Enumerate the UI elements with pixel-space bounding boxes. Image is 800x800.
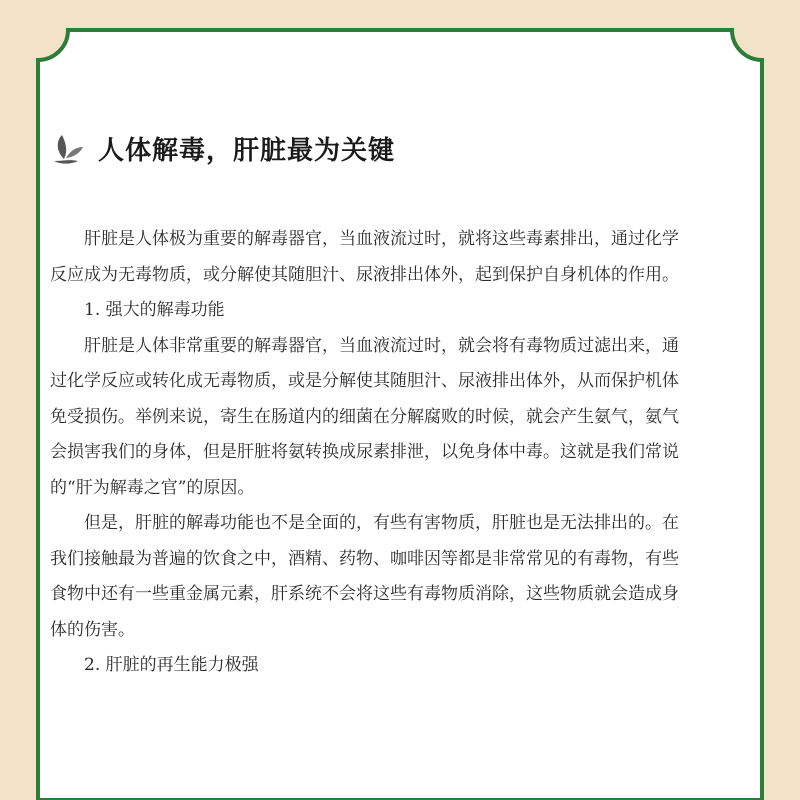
- leaf-icon: [50, 131, 90, 167]
- section-heading: [50, 130, 395, 167]
- article-body: [50, 222, 690, 684]
- paragraph-2: 肝脏是人体非常重要的解毒器官，当血液流过时，就会将有毒物质过滤出来，通过化学反应或转化成无毒物质，或是分解使其随胆汁、尿液排出体外，从而保护机体免受损伤。举例来说，寄生在肠道内的细菌在分解腐败的时候，就会产生氨气，氨气会损害我们的身体，但是肝脏将氨转换成尿素排泄，以免身体中毒。这就是我们常说的“肝为解毒之官”的原因。: [50, 335, 679, 498]
- subheading-1: 1. 强大的解毒功能: [84, 300, 225, 320]
- page-title: 人体解毒，肝脏最为关键: [98, 136, 396, 166]
- paragraph-1: 肝脏是人体极为重要的解毒器官，当血液流过时，就将这些毒素排出，通过化学反应成为无毒物质，或分解使其随胆汁、尿液排出体外，起到保护自身机体的作用。: [50, 229, 679, 285]
- subheading-2: 2. 肝脏的再生能力极强: [84, 655, 259, 675]
- paragraph-3: 但是，肝脏的解毒功能也不是全面的，有些有害物质，肝脏也是无法排出的。在我们接触最为普遍的饮食之中，酒精、药物、咖啡因等都是非常常见的有毒物，有些食物中还有一些重金属元素，肝系统不会将这些有毒物质消除，这些物质就会造成身体的伤害。: [50, 513, 679, 640]
